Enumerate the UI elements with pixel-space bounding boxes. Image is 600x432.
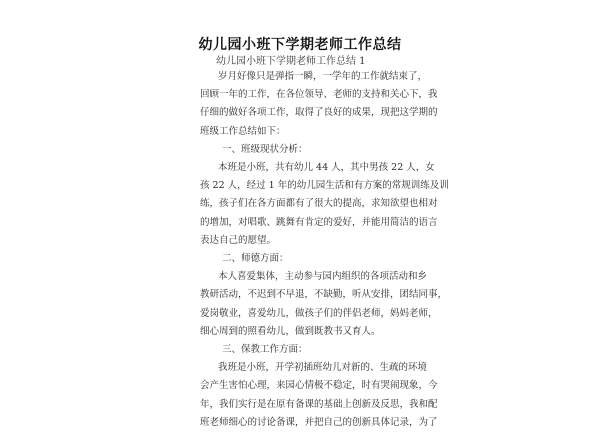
- paragraph-line: 孩 22 人，经过 1 年的幼儿园生活和有方案的常规训练及训: [200, 180, 449, 192]
- section-heading: 三、保教工作方面：: [222, 344, 308, 356]
- paragraph-line: 年，我们实行是在原有备课的基础上创新及反思，我和配: [200, 398, 438, 410]
- paragraph-line: 细心周到的照看幼儿，做到既教书又育人。: [200, 325, 381, 337]
- paragraph-line: 回顾一年的工作，在各位领导、老师的支持和关心下，我: [200, 89, 438, 101]
- paragraph-line: 本班是小班，共有幼儿 44 人，其中男孩 22 人，女: [218, 162, 435, 174]
- section-heading: 一、班级现状分析：: [222, 143, 308, 155]
- document-body: [200, 68, 449, 432]
- document-title: 幼儿园小班下学期老师工作总结: [198, 37, 402, 53]
- paragraph-line: 仔细的做好各项工作，取得了良好的成果，现把这学期的: [200, 107, 438, 119]
- paragraph-line: 会产生害怕心理，来园心情极不稳定，时有哭闹现象，今: [200, 380, 438, 392]
- paragraph-line: 爱岗敬业，喜爱幼儿，做孩子们的伴侣老师，妈妈老师，: [200, 307, 438, 319]
- paragraph-line: 我班是小班，开学初插班幼儿对新的、生疏的环境: [218, 362, 428, 374]
- paragraph-line: 岁月好像只是弹指一瞬，一学年的工作就结束了，: [218, 71, 428, 82]
- paragraph-line: 教研活动，不迟到不早退，不缺勤，听从安排，团结同事，: [200, 289, 448, 301]
- paragraph-line: 班老师细心的讨论备课，并把自己的创新具体记录，为了: [200, 416, 438, 428]
- document-subtitle: 幼儿园小班下学期老师工作总结 1: [216, 56, 366, 67]
- paragraph-line: 练，孩子们在各方面都有了很大的提高，求知欲望也相对: [200, 198, 438, 210]
- paragraph-line: 表达自己的愿望。: [200, 234, 277, 246]
- paragraph-line: 本人喜爱集体，主动参与园内组织的各项活动和乡: [218, 271, 428, 283]
- paragraph-line: 班级工作总结如下：: [200, 125, 286, 137]
- paragraph-line: 的增加，对唱歌、跳舞有肯定的爱好，并能用简洁的语言: [200, 216, 438, 228]
- section-heading: 二、师德方面：: [222, 253, 289, 265]
